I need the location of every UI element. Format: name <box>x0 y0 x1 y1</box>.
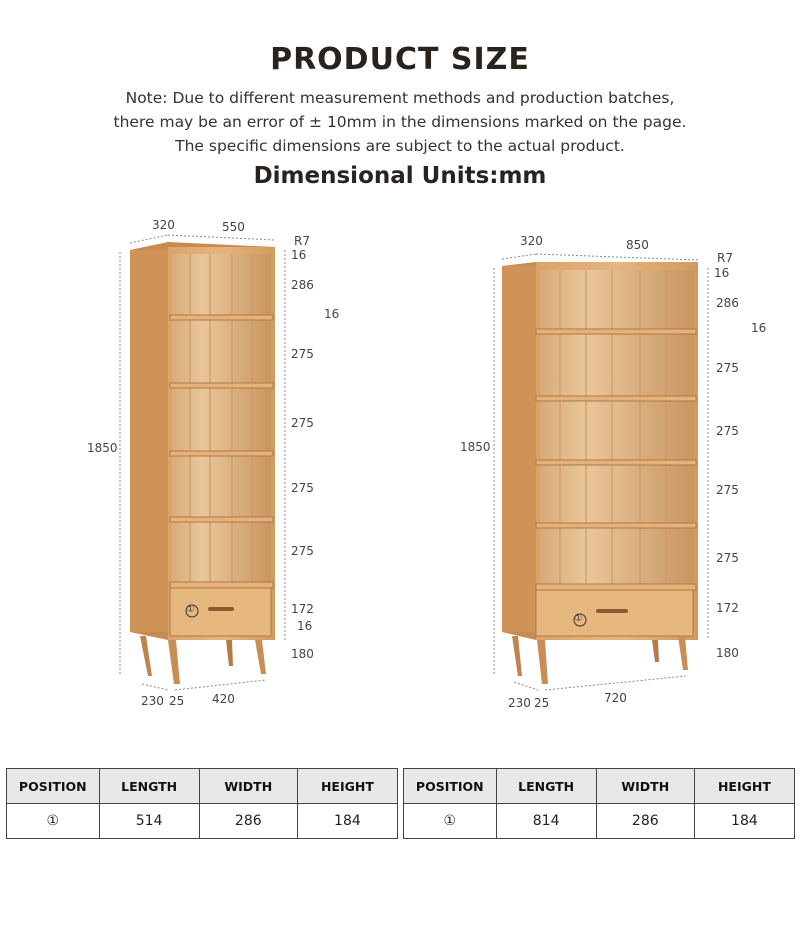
left-drawer-label: 172 <box>291 602 314 616</box>
left-cabinet <box>130 242 275 684</box>
left-top-board-label: 16 <box>291 248 307 262</box>
table-header-row <box>404 769 795 804</box>
left-leg-size-label: 25 <box>169 694 185 708</box>
cell-position: ① <box>7 804 100 839</box>
left-gap2-label: 275 <box>291 416 314 430</box>
col-length: LENGTH <box>99 769 199 804</box>
right-gap2-label: 275 <box>716 424 739 438</box>
left-leg-span-label: 420 <box>212 692 235 706</box>
left-size-table <box>6 768 398 839</box>
left-top-gap-label: 286 <box>291 278 314 292</box>
left-gap1-label: 275 <box>291 347 314 361</box>
cell-length: 814 <box>496 804 596 839</box>
right-gap3-label: 275 <box>716 483 739 497</box>
cell-width: 286 <box>199 804 297 839</box>
right-leg-depth-label: 230 <box>508 696 531 710</box>
right-size-table <box>403 768 795 839</box>
left-radius-label: R7 <box>294 234 310 248</box>
note-line: The specific dimensions are subject to the actual product. <box>175 137 625 155</box>
col-length: LENGTH <box>496 769 596 804</box>
col-height: HEIGHT <box>694 769 794 804</box>
table-header-row <box>7 769 398 804</box>
left-height-label: 1850 <box>87 441 118 455</box>
right-top-gap-label: 286 <box>716 296 739 310</box>
left-gap4-label: 275 <box>291 544 314 558</box>
right-gap1-label: 275 <box>716 361 739 375</box>
col-width: WIDTH <box>596 769 694 804</box>
left-width-label: 550 <box>222 220 245 234</box>
left-gap3-label: 275 <box>291 481 314 495</box>
left-legs-label: 180 <box>291 647 314 661</box>
drawer-handle <box>596 609 628 613</box>
right-depth-label: 320 <box>520 234 543 248</box>
cell-position: ① <box>404 804 497 839</box>
right-legs-label: 180 <box>716 646 739 660</box>
cell-height: 184 <box>694 804 794 839</box>
left-leg-depth-label: 230 <box>141 694 164 708</box>
right-leg-span-label: 720 <box>604 691 627 705</box>
page-title: PRODUCT SIZE <box>270 42 530 77</box>
left-shelf-thickness-label: 16 <box>324 307 340 321</box>
drawer-handle <box>208 607 234 611</box>
col-height: HEIGHT <box>297 769 397 804</box>
col-width: WIDTH <box>199 769 297 804</box>
right-width-label: 850 <box>626 238 649 252</box>
right-shelf-thickness-label: 16 <box>751 321 767 335</box>
right-drawer-marker: ① <box>574 613 583 624</box>
units-heading: Dimensional Units:mm <box>253 163 547 189</box>
right-leg-size-label: 25 <box>534 696 550 710</box>
left-bottom-board-label: 16 <box>297 619 313 633</box>
right-drawer-label: 172 <box>716 601 739 615</box>
right-height-label: 1850 <box>460 440 491 454</box>
right-gap4-label: 275 <box>716 551 739 565</box>
note-line: there may be an error of ± 10mm in the dimensions marked on the page. <box>113 113 687 131</box>
left-drawer-marker: ① <box>186 604 195 615</box>
right-radius-label: R7 <box>717 251 733 265</box>
note-line: Note: Due to different measurement methods and production batches, <box>125 89 675 107</box>
cell-length: 514 <box>99 804 199 839</box>
cell-height: 184 <box>297 804 397 839</box>
table-row <box>404 804 795 839</box>
table-row <box>7 804 398 839</box>
right-cabinet <box>502 262 698 684</box>
right-top-board-label: 16 <box>714 266 730 280</box>
cell-width: 286 <box>596 804 694 839</box>
col-position: POSITION <box>7 769 100 804</box>
left-depth-label: 320 <box>152 218 175 232</box>
col-position: POSITION <box>404 769 497 804</box>
